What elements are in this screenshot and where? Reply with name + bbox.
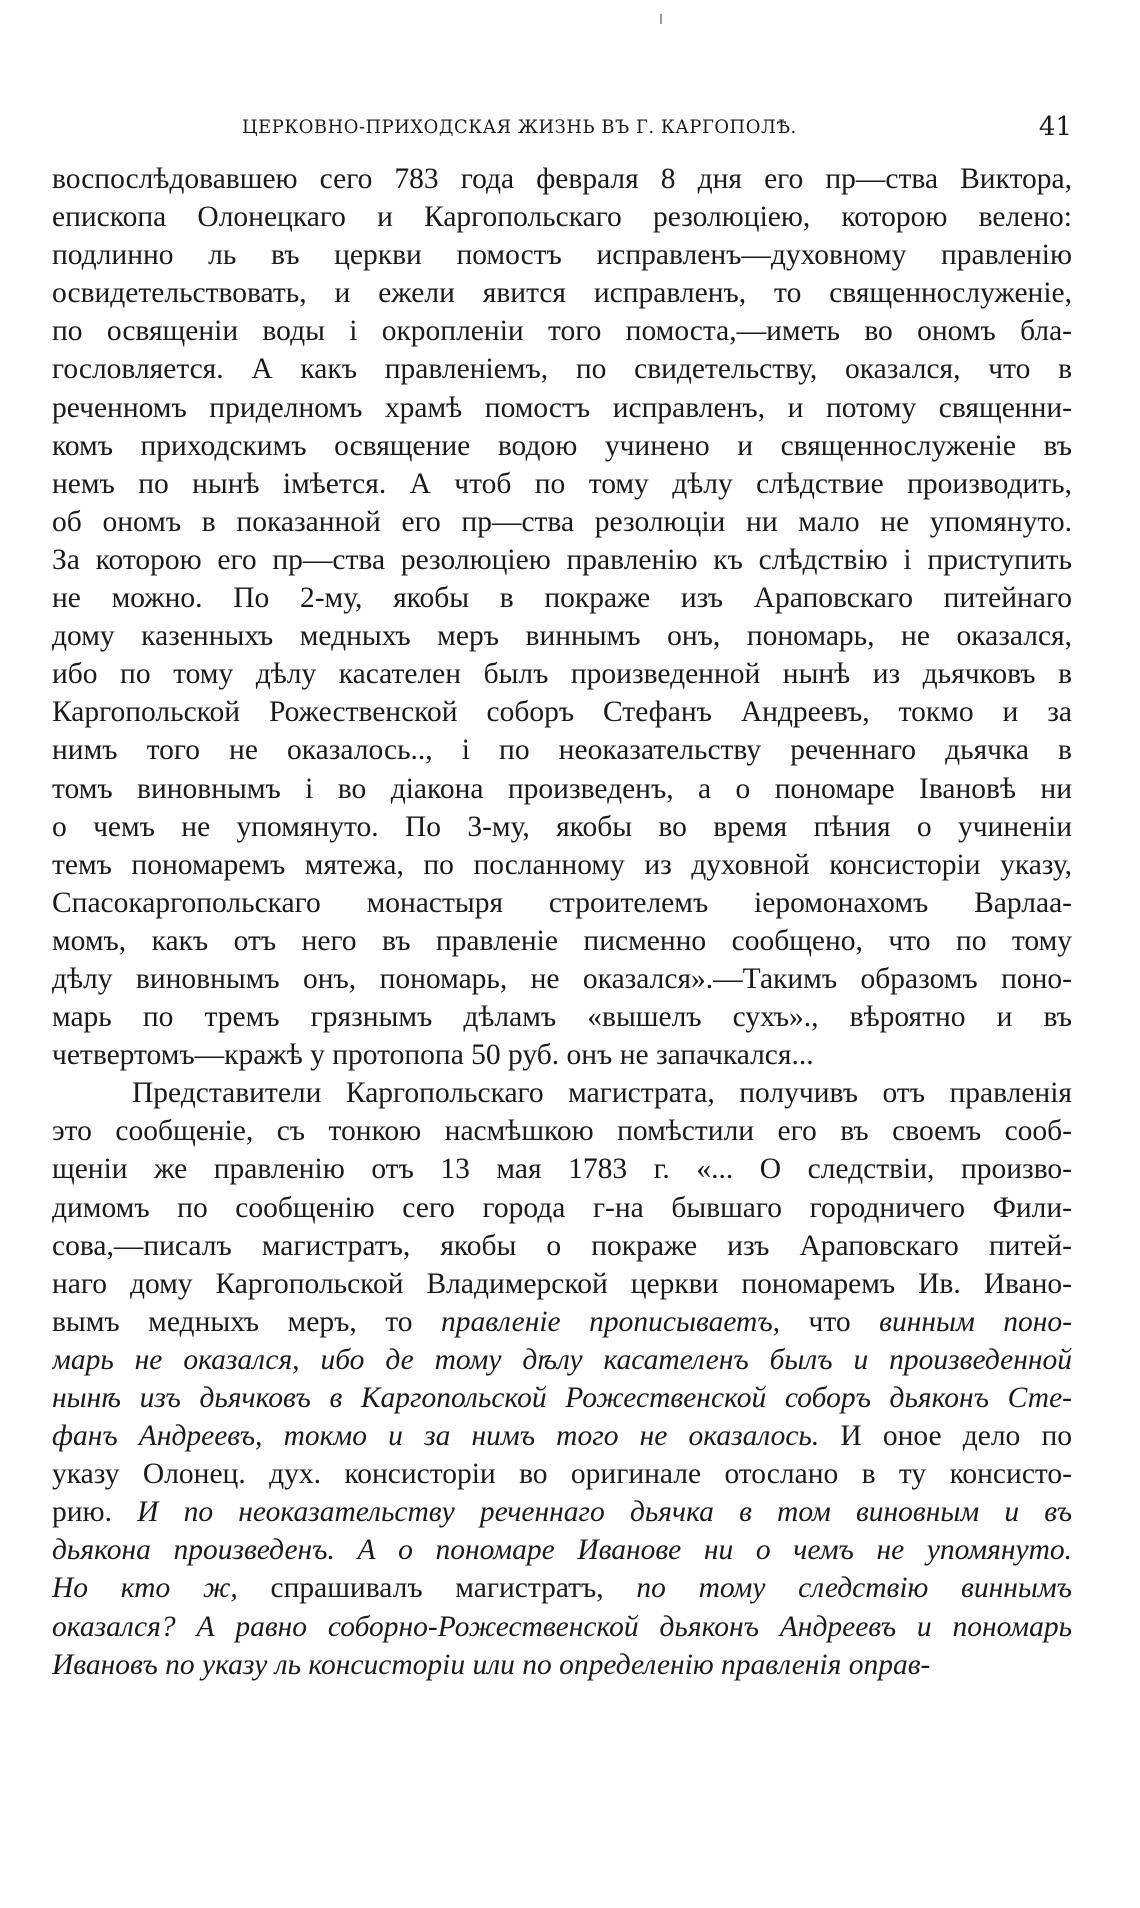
page-number: 41 [1038, 112, 1072, 142]
text-line [52, 1265, 1072, 1303]
text-line [52, 960, 1072, 998]
text-segment: сова,—писалъ магистратъ, якобы о покраже изъ Араповскаго питей- [52, 1229, 1072, 1262]
italic-segment: марь не оказался, ибо де тому дѣлу касателенъ былъ и произведенной [52, 1343, 1072, 1376]
text-segment: нимъ того не оказалось.., і по неоказательству реченнаго дьячка в [52, 734, 1072, 767]
text-segment: Спасокаргопольскаго монастыря строителемъ іеромонахомъ Варлаа- [52, 886, 1072, 919]
italic-segment: фанъ Андреевъ, токмо и за нимъ того не оказалось. [52, 1420, 820, 1453]
text-line [52, 1569, 1072, 1607]
text-segment: Представители Каргопольскаго магистрата, получивъ отъ правленія [132, 1077, 1072, 1110]
text-segment: немъ по нынѣ імѣется. А чтоб по тому дѣлу слѣдствие производить, [52, 467, 1072, 500]
text-segment: момъ, какъ отъ него въ правленіе писменно сообщено, что по тому [52, 924, 1072, 957]
text-segment: За которою его пр—ства резолюціею правленію къ слѣдствію і приступить [52, 543, 1072, 576]
text-segment: димомъ по сообщенію сего города г-на бывшаго городничего Фили- [52, 1191, 1072, 1224]
text-line [52, 503, 1072, 541]
running-head [52, 112, 1072, 152]
italic-segment: Ивановъ по указу ль консисторіи или по определенію правленія оправ- [52, 1648, 931, 1681]
text-segment: рию. [52, 1496, 138, 1529]
text-line [52, 350, 1072, 388]
italic-segment: Но кто ж, [52, 1572, 238, 1605]
book-page [52, 112, 1072, 1684]
text-line [52, 1608, 1072, 1646]
text-segment: ибо по тому дѣлу касателен былъ произведенной нынѣ из дьячковъ в [52, 658, 1072, 691]
text-line [52, 808, 1072, 846]
text-line [52, 1455, 1072, 1493]
italic-segment: И по неоказательству реченнаго дьячка в том виновным и въ [137, 1496, 1072, 1529]
text-line [52, 198, 1072, 236]
text-segment: И оное дело по [819, 1420, 1072, 1453]
text-line [52, 312, 1072, 350]
text-line [52, 236, 1072, 274]
text-line [52, 1227, 1072, 1265]
italic-segment: правленіе прописываетъ, [440, 1305, 781, 1338]
text-line [52, 1493, 1072, 1531]
text-line [52, 1074, 1072, 1112]
text-line [52, 160, 1072, 198]
text-line [52, 617, 1072, 655]
text-segment: указу Олонец. дух. консисторіи во оригинале отослано в ту консисто- [52, 1458, 1072, 1491]
text-segment: что [780, 1305, 880, 1338]
text-body [52, 160, 1072, 1684]
text-line [52, 274, 1072, 312]
text-line [52, 1379, 1072, 1417]
text-line [52, 1036, 1072, 1074]
text-segment: о чемъ не упомянуто. По 3-му, якобы во время пѣния о учиненіи [52, 810, 1072, 843]
text-line [52, 731, 1072, 769]
text-line [52, 541, 1072, 579]
text-segment: комъ приходскимъ освящение водою учинено и священнослуженіе въ [52, 429, 1072, 462]
text-line [52, 1150, 1072, 1188]
text-line [52, 1189, 1072, 1227]
text-line [52, 884, 1072, 922]
italic-segment: по тому следствію виннымъ [636, 1572, 1072, 1605]
text-line [52, 770, 1072, 808]
text-line [52, 427, 1072, 465]
text-segment: воспослѣдовавшею сего 783 года февраля 8 дня его пр—ства Виктора, [52, 163, 1072, 195]
italic-segment: дьякона произведенъ. А о пономаре Иванове ни о чемъ не упомянуто. [52, 1534, 1072, 1567]
text-line [52, 846, 1072, 884]
text-line [52, 1303, 1072, 1341]
text-line [52, 1531, 1072, 1569]
text-segment: спрашивалъ магистратъ, [237, 1572, 637, 1605]
text-segment: дому казенныхъ медныхъ меръ виннымъ онъ, пономарь, не оказался, [52, 620, 1072, 653]
text-segment: томъ виновнымъ і во діакона произведенъ, а о пономаре Івановѣ ни [52, 772, 1072, 805]
text-segment: четвертомъ—кражѣ у протопопа 50 руб. онъ не запачкался... [52, 1039, 814, 1072]
text-segment: наго дому Каргопольской Владимерской церкви пономаремъ Ив. Ивано- [52, 1267, 1072, 1300]
text-line [52, 1417, 1072, 1455]
text-line [52, 922, 1072, 960]
running-title: ЦЕРКОВНО-ПРИХОДСКАЯ ЖИЗНЬ ВЪ Г. КАРГОПОЛѢ. [242, 116, 797, 138]
text-segment: подлинно ль въ церкви помостъ исправленъ—духовному правленію [52, 239, 1072, 272]
italic-segment: оказался? А равно соборно-Рожественской дьяконъ Андреевъ и пономарь [52, 1610, 1072, 1643]
text-segment: темъ пономаремъ мятежа, по посланному из духовной консисторіи указу, [52, 848, 1072, 881]
text-segment: епископа Олонецкаго и Каргопольскаго резолюціею, которою велено: [52, 201, 1072, 234]
text-line [52, 579, 1072, 617]
text-line [52, 1112, 1072, 1150]
italic-segment: винным поно- [879, 1305, 1072, 1338]
text-segment: щеніи же правленію отъ 13 мая 1783 г. «... О следствіи, произво- [52, 1153, 1072, 1186]
text-segment: это сообщеніе, съ тонкою насмѣшкою помѣстили его въ своемъ сооб- [52, 1115, 1072, 1148]
text-segment: по освященіи воды і окропленіи того помоста,—иметь во ономъ бла- [52, 315, 1072, 348]
text-line [52, 1341, 1072, 1379]
text-segment: гословляется. А какъ правленіемъ, по свидетельству, оказался, что в [52, 353, 1072, 386]
text-segment: не можно. По 2-му, якобы в покраже изъ Араповскаго питейнаго [52, 582, 1072, 615]
text-line [52, 998, 1072, 1036]
italic-segment: нынѣ изъ дьячковъ в Каргопольской Рожественской соборъ дьяконъ Сте- [52, 1382, 1072, 1414]
text-line [52, 655, 1072, 693]
text-segment: освидетельствовать, и ежели явится исправленъ, то священнослуженіе, [52, 277, 1072, 310]
text-segment: вымъ медныхъ меръ, то [52, 1305, 441, 1338]
text-segment: марь по тремъ грязнымъ дѣламъ «вышелъ сухъ»., вѣроятно и въ [52, 1001, 1072, 1034]
text-line [52, 693, 1072, 731]
text-line [52, 1646, 1072, 1684]
print-mark [660, 14, 662, 24]
text-line [52, 389, 1072, 427]
text-segment: дѣлу виновнымъ онъ, пономарь, не оказался».—Такимъ образомъ поно- [52, 962, 1072, 995]
text-segment: Каргопольской Рожественской соборъ Стефанъ Андреевъ, токмо и за [52, 696, 1072, 729]
text-segment: об ономъ в показанной его пр—ства резолюціи ни мало не упомянуто. [52, 505, 1072, 538]
text-segment: реченномъ приделномъ храмѣ помостъ исправленъ, и потому священни- [52, 391, 1072, 424]
text-line [52, 465, 1072, 503]
